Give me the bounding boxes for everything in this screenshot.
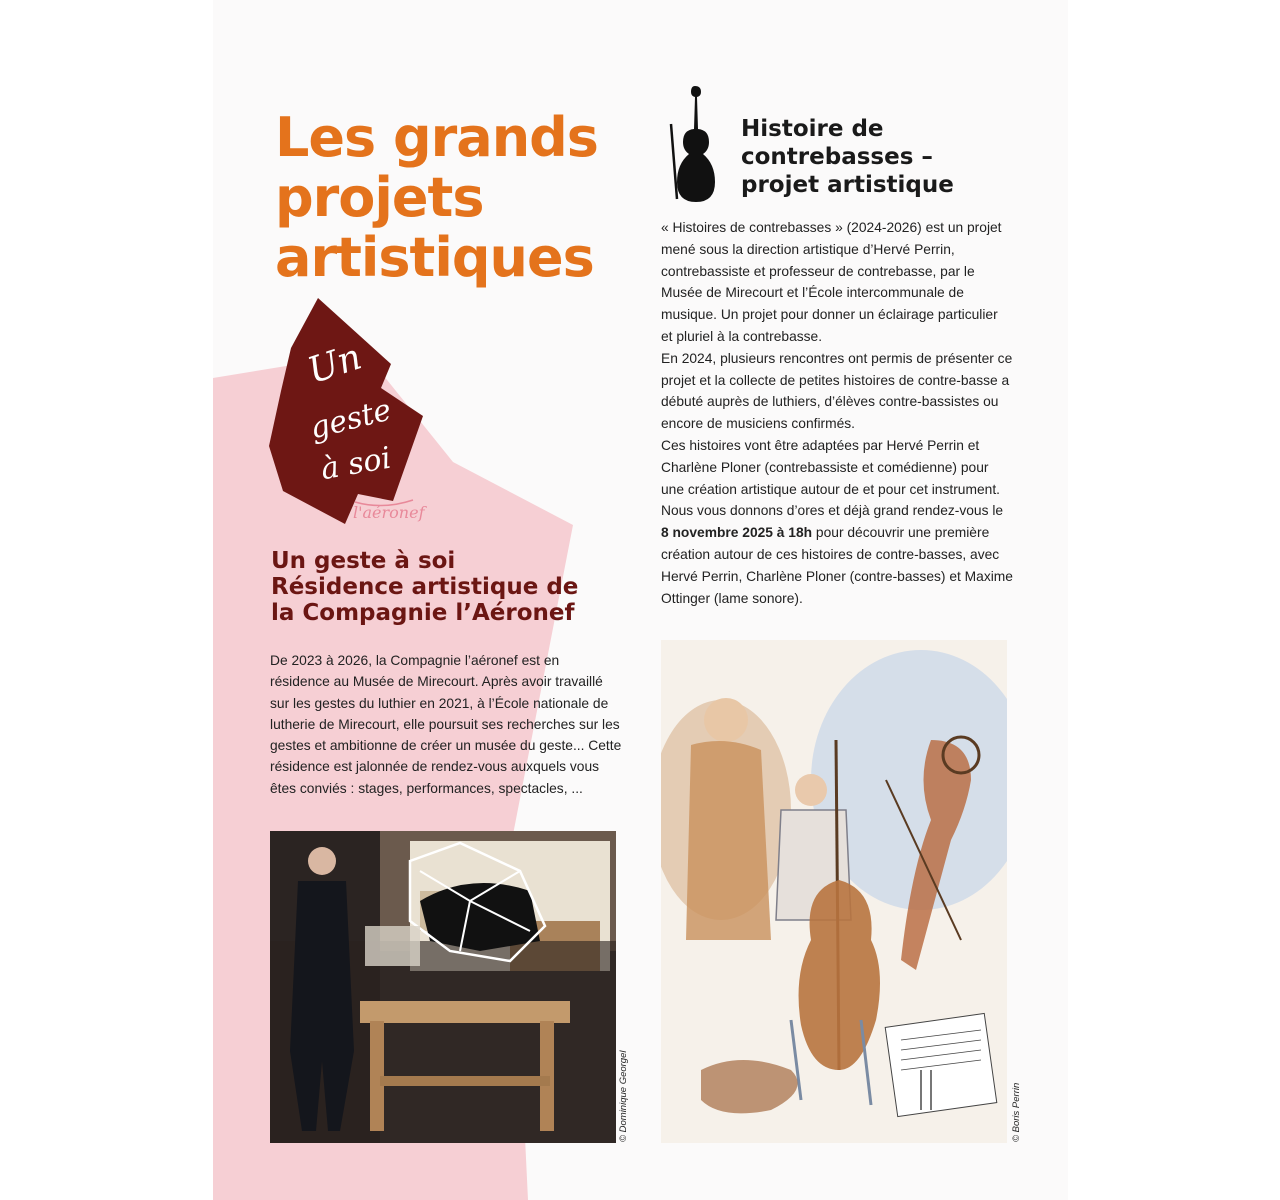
section-title-line3: la Compagnie l’Aéronef bbox=[271, 600, 575, 626]
rdv-date: 8 novembre 2025 à 18h bbox=[661, 525, 813, 541]
logo-text-un: Un bbox=[302, 336, 367, 393]
right-body-text bbox=[661, 217, 1013, 609]
logo-text-soi: à soi bbox=[318, 440, 394, 488]
section-title-line1: Un geste à soi bbox=[271, 548, 456, 574]
illustration-contrebasses bbox=[661, 640, 1007, 1143]
right-paragraph-3: Ces histoires vont être adaptées par Hervé Perrin et Charlène Ploner (contrebassiste et comédienne) pour une création artistique autour de et pour cet instrument. bbox=[661, 437, 1000, 497]
right-title-line3: projet artistique bbox=[741, 172, 954, 198]
right-paragraph-rdv bbox=[661, 500, 1013, 609]
logo-brand-aeronef: l'aéronef bbox=[353, 503, 425, 522]
photo-residence-performance bbox=[270, 831, 616, 1143]
left-body-text: De 2023 à 2026, la Compagnie l’aéronef est en résidence au Musée de Mirecourt. Après avoir travaillé sur les gestes du luthier en 2021, à l’École nationale de lutherie de Mirecourt, elle poursuit ses recherches sur les gestes et ambitionne de créer un musée du geste... Cette résidence est jalonnée de rendez-vous auxquels vous êtes conviés : stages, performances, spectacles, ... bbox=[270, 653, 622, 796]
rdv-text-before: Nous vous donnons d’ores et déjà grand rendez-vous le bbox=[661, 503, 1004, 519]
photo-credit-right: © Boris Perrin bbox=[1011, 1082, 1022, 1142]
right-title-line1: Histoire de bbox=[741, 116, 884, 142]
right-paragraph-1: « Histoires de contrebasses » (2024-2026) est un projet mené sous la direction artistique d’Hervé Perrin, contrebassiste et professeur de contrebasse, par le Musée de Mirecourt et l’École intercommunale de musique. Un projet pour donner un éclairage particulier et pluriel à la contrebasse. bbox=[661, 220, 1002, 344]
photo-credit-left: © Dominique Georgel bbox=[618, 1050, 629, 1142]
right-paragraph-2: En 2024, plusieurs rencontres ont permis de présenter ce projet et la collecte de petites histoires de contre-basse a débuté auprès de luthiers, d’élèves contre-bassistes ou encore de musiciens confirmés. bbox=[661, 350, 1013, 432]
double-bass-icon bbox=[665, 84, 727, 204]
page bbox=[213, 0, 1068, 1200]
section-title-line2: Résidence artistique de bbox=[271, 574, 579, 600]
main-title: Les grands projets artistiques bbox=[275, 106, 598, 289]
rdv-text-after: pour découvrir une première création autour de ces histoires de contre-basses, avec Hervé Perrin, Charlène Ploner (contre-basses) et Maxime Ottinger (lame sonore). bbox=[661, 525, 1013, 606]
right-title-line2: contrebasses – bbox=[741, 144, 933, 170]
section-title bbox=[271, 548, 631, 626]
right-title bbox=[741, 115, 1041, 199]
logo-text-geste: geste bbox=[306, 392, 395, 447]
un-geste-a-soi-logo bbox=[263, 296, 443, 531]
